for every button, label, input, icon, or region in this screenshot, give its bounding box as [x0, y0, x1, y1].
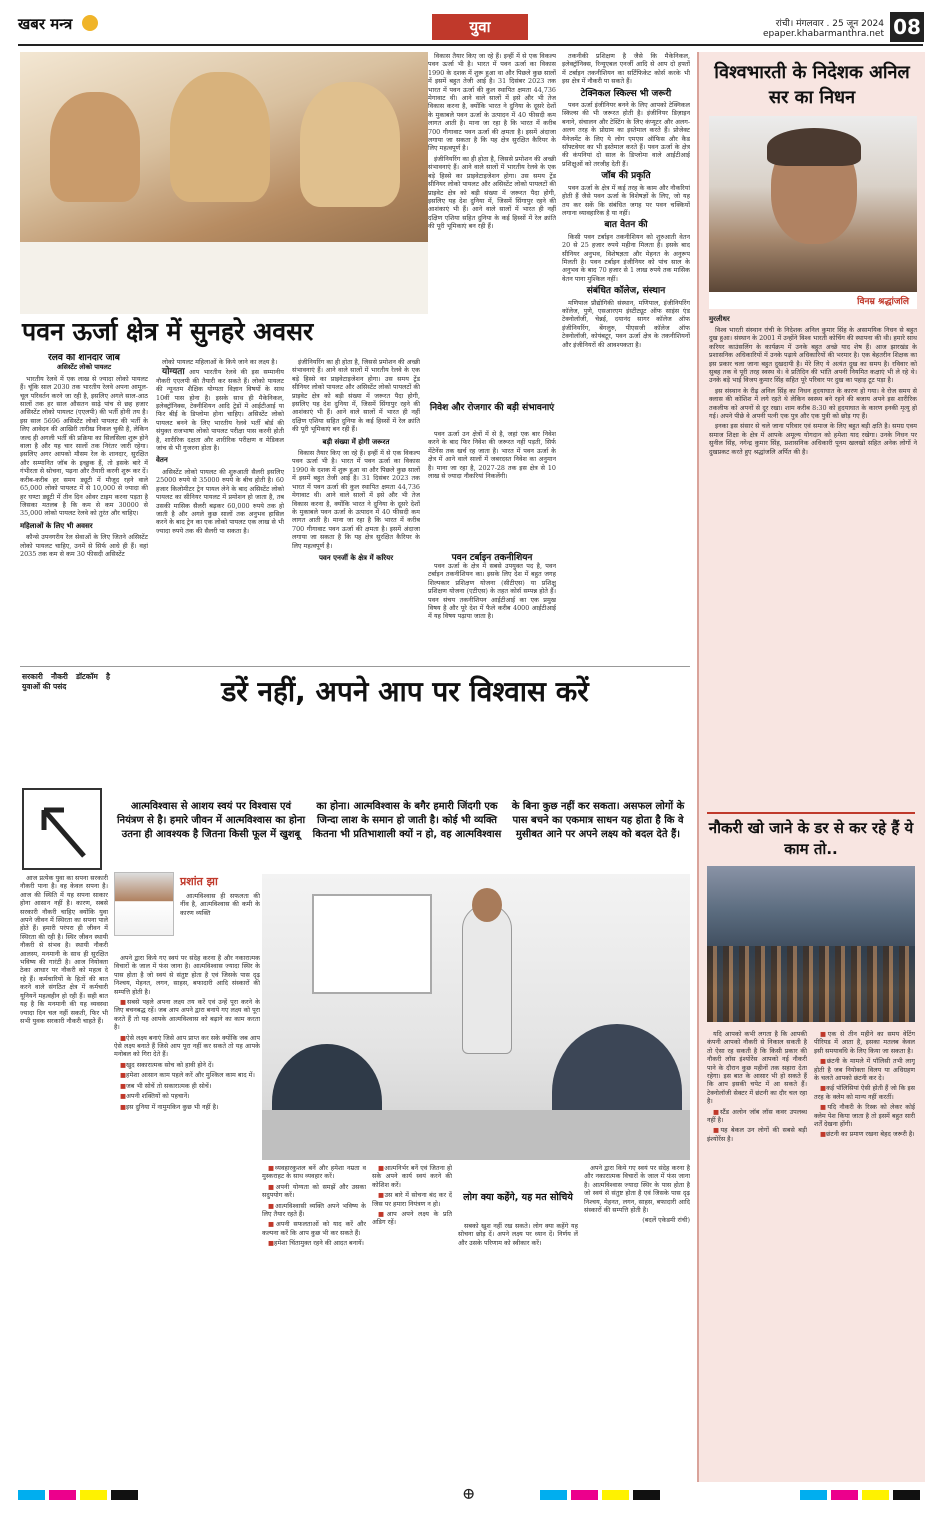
subheading: रेलवे की शानदार जॉब: [48, 354, 120, 363]
article-column: [292, 358, 420, 660]
swatch: [18, 1490, 45, 1500]
header-url[interactable]: epaper.khabarmanthra.net: [762, 29, 884, 39]
box-heading: लोग क्या कहेंगे, यह मत सोचिये: [463, 1192, 573, 1203]
swatch: [800, 1490, 827, 1500]
article-column: [262, 1164, 366, 1479]
footer-note: (बदलें एकेडमी रांची): [642, 1216, 690, 1225]
subheading: बात वेतन की: [604, 220, 648, 231]
paragraph: असिस्टेंट लोको पायलट की शुरुआती सैलरी इसलिए 25000 रुपये से 35000 रुपये के बीच होती है। 60 हजार किलोमीटर ट्रेन पायल लेने के बाद असिस्टेंट लोको पायलट का सीनियर पायलट में प्रमोशन हो जाता है, तब उसकी मासिक सैलरी बढ़कर 60,000 रुपये तक हो जाती है और अगले कुछ सालों तक अनुभव हासिल करने के बाद ट्रेन का एक लोको पायलट एक लाख से भी ज्यादा रुपये तक की सैलरी पा सकता है।: [156, 467, 284, 535]
seminar-crowd: [707, 946, 915, 1022]
sidebar-headline-2: नौकरी खो जाने के डर से कर रहे हैं ये काम तो..: [708, 819, 914, 858]
article-column: [20, 874, 108, 1479]
swatch: [862, 1490, 889, 1500]
paragraph: भारतीय रेलवे में एक लाख से ज्यादा लोको पायलट हैं। चूंकि साल 2030 तक भारतीय रेलवे अपना आमूल-चूल परिवर्तन करने जा रही है, इसलिए अगले साल-आठ सालों तक हर साल औसतन साढ़े पांच से छह हजार असिस्टेंट लोको पायलट (एएलपी) की भर्ती होनी तय है। इस साल 5696 असिस्टेंट लोको पायलट की भर्ती के लिए आवेदन की आखिरी तारीख निकल चुकी है, लेकिन जल्द ही अगली भर्ती की प्रक्रिया का सिलसिला शुरू होने वाला है और यह चार सालों तक निरंतर जारी रहेगा। इसलिए अगर आपको मौसम रेल के शानदार, सुरक्षित और सम्मानित जॉब के इच्छुक हैं, तो इसके बारे में गंभीरता से सोचना, पढ़ना और तैयारी करनी शुरू कर दें। करीब-करीब हर समय ड्यूटी में मौजूद रहने वाले 65,000 लोको पायलट में से 10,000 से ज्यादा की हर घण्टा ड्यूटी में तीन दिन ओवर टाइम करना पड़ता है जिसका मतलब है कि कम से कम 30000 से 35,000 लोको पायलट रेलवे को तुरंत और चाहिए।: [20, 374, 148, 518]
swatch: [831, 1490, 858, 1500]
byline: प्रशांत झा: [180, 875, 218, 888]
side-label: सरकारी नौकरी डॉटकॉम है युवाओं की पसंद: [22, 672, 110, 691]
bullet-item: ■ अपनी शक्तियों को पहचानें।: [114, 1092, 260, 1100]
paragraph: यदि आपको कभी लगता है कि आपकी कंपनी आपको नौकरी से निकाल सकती है तो ऐसा रह सकती है कि किसी प्रकार की नौकरी लॉस इंश्योरेंस आपको नई नौकरी पाने के दौरान कुछ महीनों तक सहारा देता रहेगा। इस बात के आसार भी हो सकते हैं कि आप इसकी चपेट में आ सकते हैं। टेक्नोलॉजी सेक्टर में छंटनी का दौर चल रहा है।: [707, 1030, 807, 1106]
bullet-item: ■ यह बेकल उन लोगों की सबसे बड़ी इंश्योरेंस है।: [707, 1126, 807, 1143]
bullet-item: ■ व्यवहारकुशल बनें और हमेशा नम्रता व मुस्कराहट के साथ व्यवहार करें।: [262, 1164, 366, 1181]
paragraph: लोको पायलट महिलाओं के किये जाने का लक्ष्य है।: [162, 358, 278, 366]
article-column: [372, 1164, 452, 1479]
paragraph: पवन ऊर्जा के क्षेत्र में कई तरह के काम और नौकरियां होती हैं जैसे पवन ऊर्जा के विशेषज्ञों के लिए, जो यह तय कर सकें कि संबंधित जगह पर पवन चक्कियों लगाना व्यावहारिक है या नहीं।: [562, 183, 690, 217]
pull-quote: के बिना कुछ नहीं कर सकता। असफल लोगों के पास बचने का एकमात्र साधन यह होता है कि वे मुसीबत आने पर अपने लक्ष्य को बदल देते हैं।: [511, 801, 685, 840]
paragraph: सबको खुश नहीं रख सकते। लोग क्या कहेंगे यह सोचना छोड़ दें। अपने लक्ष्य पर ध्यान दें। निर्णय लें और उसके परिणाम को स्वीकार करें।: [458, 1222, 578, 1247]
bullet-item: ■ कई पॉलिसियां ऐसी होती हैं जो कि इस तरह के क्लेम को मान्य नहीं करतीं।: [814, 1084, 915, 1101]
paragraph: आज प्रत्येक युवा का सपना सरकारी नौकरी पाना है। वह केवल सपना है। आज की स्थिति में यह सपना साकार होना आसान नहीं है। कारण, सबसे सरकारी नौकरी चाहिए क्योंकि युवा अपने जीवन में स्थिरता का सपना पाले होते हैं। हमारी परंपरा ही जीवन में स्थिरता की रही है। स्थिर जीवन स्थायी नौकरी से संभव है। स्थायी नौकरी आलस्य, मनमानी के साथ ही सुरक्षित भविष्य की गारंटी है। आज नियोक्ता ठेका आधार पर नौकरी को महत्व दे रहे हैं। कर्मचारियों के हितों की बात करने वाले संगठित क्षेत्र में कर्मचारी यूनियनें महत्वहीन हो रही हैं। सही बात यह है कि मनमानी की यह व्यवस्था ज्यादा दिन चल नहीं सकती, फिर भी सभी युवक सरकारी नौकरी चाहते हैं।: [20, 874, 108, 1025]
inline-heading: योग्यता: [162, 367, 185, 378]
masthead-title: खबर मन्त्र: [18, 15, 73, 33]
bullet-item: ■ स्टैंड अलोन जॉब लॉस कवर उपलब्ध नहीं है।: [707, 1108, 807, 1125]
bullet-item: ■ उस बारे में सोचना बंद कर दें जिस पर हमारा नियंत्रण न हो।: [372, 1191, 452, 1208]
subheading: बड़ी संख्या में होगी जरूरत: [322, 437, 390, 446]
paragraph: पवन ऊर्जा के क्षेत्र में सबसे उपयुक्त पद है, पवन टर्बाइन तकनीशियन का। इसके लिए देश में बहुत जगह शिल्पकार प्रशिक्षण योजना (सीटीएस) या प्रशिक्षु प्रशिक्षण योजना (एटीएस) के तहत कोर्स सम्पन्न होते हैं। पवन संचय तकनीशियन आईटीआई का एक प्रमुख विषय है और पूरे देश में फैले करीब 4000 आईटीआई में यह विषय पढ़ाया जाता है।: [428, 562, 556, 621]
paragraph: तकनीकी प्रशिक्षण है जैसे कि मैकेनिकल, इलेक्ट्रॉनिक्स, रिन्यूएबल एनर्जी आदि से आप दो हफ्तों में टर्बाइन तकनीशियन का सर्टिफिकेट कोर्स करके भी इस क्षेत्र में नौकरी पा सकते हैं।: [562, 52, 690, 86]
sidebar-headline: विश्वभारती के निदेशक अनिल सर का निधन: [714, 62, 910, 108]
article-column: [584, 1164, 690, 1479]
pull-quote: आत्मविश्वास से आशय स्वयं पर विश्वास एवं नियंत्रण से है। हमारे जीवन में आत्मविश्वास का होना उतना ही आवश्यक है जितना किसी फूल में खुशबू: [116, 801, 306, 840]
article-column: [156, 358, 284, 660]
section-divider: [20, 666, 690, 667]
bullet-item: ■ आत्मविश्वासी व्यक्ति अपने भविष्य के लिए तैयार रहते हैं।: [262, 1202, 366, 1219]
student-figure: [300, 82, 400, 207]
office-meeting-photo: [262, 874, 690, 1160]
pull-quote: का होना। आत्मविश्वास के बगैर हमारी जिंदगी एक जिन्दा लाश के समान हो जाती है। कोई भी व्यक्ति कितना भी प्रतिभाशाली क्यों न हो, वह आत्मविश्वास: [312, 801, 502, 840]
swatch: [602, 1490, 629, 1500]
portrait-hair: [767, 128, 861, 166]
bullet-item: ■ आप अपने लक्ष्य के प्रति अडिग रहें।: [372, 1210, 452, 1227]
page-number: 08: [890, 12, 924, 42]
color-registration-bar: [540, 1490, 660, 1500]
presenter-figure: [462, 904, 512, 1054]
bullet-item: ■ अपनी सफलताओं को याद करें और कल्पना करें कि आप कुछ भी कर सकते हैं।: [262, 1220, 366, 1237]
subheading: वेतन: [156, 456, 168, 465]
intro-text: [180, 892, 260, 952]
photo-caption: विनम्र श्रद्धांजलि: [709, 292, 917, 309]
swatch: [80, 1490, 107, 1500]
registration-mark-icon: ⊕: [462, 1484, 476, 1503]
paragraph: कौन्से उपनगरीय रेल सेवाओं के लिए जितने असिस्टेंट लोको पायलट चाहिए, उनमें से सिर्फ आधे ही हैं। वहां 2035 तक कम से कम 30 फीसदी असिस्टेंट: [20, 533, 148, 558]
masthead-logo-icon: [82, 15, 98, 31]
bullet-item: ■ अपनी योग्यता को समझें और उसका सदुपयोग करें।: [262, 1183, 366, 1200]
paragraph: विकास तैयार किए जा रहे हैं। इन्हीं में से एक विकल्प पवन ऊर्जा भी है। भारत में पवन ऊर्जा का विकास 1990 के दशक में शुरू हुआ था और पिछले कुछ सालों में इसमें बहुत तेजी आई है। 31 दिसंबर 2023 तक भारत में पवन ऊर्जा की कुल स्थापित क्षमता 44,736 मेगावाट थी। आने वाले सालों में इसे और भी तेज विकास करना है, क्योंकि भारत ने दुनिया के दूसरे देशों के मुकाबले पवन ऊर्जा के उत्पादन में 40 फीसदी कम लागत आती है। माना जा रहा है कि भारत में करीब 700 गीगावाट पवन ऊर्जा की क्षमता है। इसमें अंदाजा लगाया जा सकता है कि यह क्षेत्र सुरक्षित कैरियर के लिए महत्वपूर्ण है।: [292, 449, 420, 550]
bullet-item: ■ छंटनी का प्रमाण रखना बेहद जरूरी है।: [814, 1130, 915, 1138]
meeting-table: [262, 1110, 690, 1160]
subheading: पवन एनर्जी के क्षेत्र में करियर: [318, 553, 394, 562]
color-registration-bar: [800, 1490, 920, 1500]
bullet-item: ■ जब भी सोचें तो सकारात्मक ही सोचें।: [114, 1082, 260, 1090]
paragraph: इस संस्थान के रीढ़ अनिल सिंह का निधन हृदयाघात के कारण हो गया। वे रोज समय से क्लास की कोशिश में लगे रहते थे लेकिन स्वस्थ्य बने रहने की बजाय अपने इस शारीरिक तकलीफ को अपनों से दूर रखा। शाम करीब 8:30 को हृदयाघात के कारण इनकी मृत्यु हो गई। अपने पीछे वे अपनी पत्नी एक पुत्र और एक पुत्री को छोड़ गए हैं।: [709, 386, 917, 421]
section-title: युवा: [469, 18, 491, 36]
swatch: [540, 1490, 567, 1500]
subheading: पवन टर्बाइन तकनीशियन: [451, 553, 533, 563]
bullet-item: ■ इस दुनिया में नामुमकिन कुछ भी नहीं है।: [114, 1103, 260, 1111]
bullet-item: ■ ऐसे लक्ष्य बनाएं जिसे आप प्राप्त कर सके क्योंकि जब आप ऐसे लक्ष्य बनाते हैं जिसे आप पूरा नहीं कर सकते तो यह आपके मनोबल को गिरा देते हैं।: [114, 1034, 260, 1059]
sidebar-column: [707, 1030, 807, 1470]
article-headline-2: डरें नहीं, अपने आप पर विश्वास करें: [221, 675, 589, 708]
subheading: संबंधित कॉलेज, संस्थान: [586, 286, 666, 297]
student-figure: [50, 92, 140, 202]
bullet-item: ■ सबसे पहले अपना लक्ष्य तय करें एवं उन्हें पूरा करने के लिए बचनबद्ध रहें। जब आप अपने द्वारा बनाये गए लक्ष्य को पूरा करते हैं तो यह आपके आत्मविश्वास को बढ़ाने का काम करता है।: [114, 998, 260, 1032]
presenter-head: [472, 888, 502, 922]
paragraph: इंजीनियरिंग का ही होता है, जिससे प्रमोशन की अच्छी संभावनाएं हैं। आने वाले सालों में भारतीय रेलवे के एक बड़े हिस्से का प्राइवेटाइजेशन होगा। उस समय ट्रेंड सीनियर लोको पायलट और असिस्टेंट लोको पायलटों की प्राइवेट क्षेत्र को बड़ी संख्या में जरूरत पैदा होगी, इसलिए यह देश दुनिया में, जिसमें सिंगापुर रहने की आशंकाएं भी हैं। आने वाले सालों में भारत ही नहीं दक्षिण एशिया सहित दुनिया के कई हिस्सों में रेल क्रांति की पूरी भूमिकाएं बन रही हैं।: [292, 358, 420, 434]
bullet-item: ■ खुद सकारात्मक सोच को हावी होने दें।: [114, 1061, 260, 1069]
masthead: [18, 14, 98, 34]
article-column: [428, 430, 556, 540]
subheading: टेक्निकल स्किल्स भी जरूरी: [580, 88, 672, 99]
bullet-item: ■ यदि नौकरी के रिस्क को लेकर कोई क्लेम पेश किया जाता है तो इसमें बहुत सारी शर्तें देखना होंगी।: [814, 1103, 915, 1128]
header-rule: [18, 44, 923, 46]
swatch: [571, 1490, 598, 1500]
paragraph: योग्यता आप भारतीय रेलवे की इस सम्मानीय नौकरी एएलपी की तैयारी कर सकते हैं। लोको पायलट की न्यूनतम शैक्षिक योग्यता विज्ञान विषयों के साथ 10वीं पास होना है। इसके साथ ही मैकेनिकल, इलेक्ट्रॉनिक्स, टेक्नीशियन आदि ट्रेडों में आईटीआई या फिर बीई के डिप्लोमा होना चाहिए। असिस्टेंट लोको पायलट बनने के लिए भारतीय रेलवे भर्ती बोर्ड की संयुक्त राजभाषा लोको पायलट परीक्षा पास करनी होती है, शारीरिक दक्षता और शारीरिक परीक्षण व मेडिकल जांच से भी गुजरना होता है।: [156, 367, 284, 453]
article-column: [428, 52, 556, 396]
author-photo: [114, 872, 174, 936]
desk: [20, 242, 428, 314]
article-column: [20, 354, 148, 659]
paragraph: मणिपाल प्रौद्योगिकी संस्थान, मणिपाल, इंजीनियरिंग कॉलेज, पुणे, एसआरएम इंस्टीट्यूट ऑफ साइंस एंड टेक्नोलॉजी, चेन्नई, दयानंद सागर कॉलेज ऑफ इंजीनियरिंग, बेंगलुरु, पीएसजी कॉलेज ऑफ टेक्नोलॉजी, कोयंबटूर, पवन ऊर्जा क्षेत्र के तकनीशियनों और इंजीनियरों की आवश्यकता है।: [562, 298, 690, 349]
students-photo: [20, 52, 428, 314]
subheading: असिस्टेंट लोको पायलट: [56, 363, 112, 372]
article-column: [458, 1222, 578, 1479]
dateline: मुरलीधर: [709, 315, 730, 323]
subheading: निवेश और रोजगार की बड़ी संभावनाएं: [429, 403, 555, 413]
sidebar-body: [709, 326, 917, 846]
subheading: महिलाओं के लिए भी अवसर: [20, 521, 93, 530]
paragraph: अपने द्वारा किये गए स्वयं पर संदेह करना है और नकारात्मक विचारों के जाल में फंस जाना है। आत्मविश्वास ज्यादा स्थिर के पास होता है जो स्वयं से संतुष्ट होता है एवं जिसके पास दृढ़ निश्चय, मेहनत, लगन, साहस, बफादारी आदि संस्कारों की सम्पत्ति होती है।: [114, 954, 260, 996]
paragraph: अपने द्वारा किये गए स्वयं पर संदेह करना है और नकारात्मक विचारों के जाल में फंस जाना है। आत्मविश्वास ज्यादा स्थिर के पास होता है जो स्वयं से संतुष्ट होता है एवं जिसके पास दृढ़ निश्चय, मेहनत, लगन, साहस, बफादारी आदि संस्कारों की सम्पत्ति होती है।: [584, 1164, 690, 1215]
seminar-photo: [707, 866, 915, 1022]
paragraph: इंजीनियरिंग का ही होता है, जिससे प्रमोशन की अच्छी संभावनाएं हैं। आने वाले सालों में भारतीय रेलवे के एक बड़े हिस्से का प्राइवेटाइजेशन होगा। उस समय ट्रेंड सीनियर लोको पायलट और असिस्टेंट लोको पायलटों की प्राइवेट क्षेत्र को बड़ी संख्या में जरूरत पैदा होगी, इसलिए यह देश दुनिया में, जिसमें सिंगापुर रहने की आशंकाएं भी हैं। आने वाले सालों में भारत ही नहीं दक्षिण एशिया सहित दुनिया के कई हिस्सों में रेल क्रांति की पूरी भूमिकाएं बन रही हैं।: [428, 154, 556, 231]
paragraph: आत्मविश्वास ही सफलता की नींव है, आत्मविश्वास की कमी के कारण व्यक्ति: [180, 892, 260, 917]
article-column: [114, 954, 260, 1479]
article-headline: पवन ऊर्जा क्षेत्र में सुनहरे अवसर: [22, 317, 314, 346]
bullet-item: ■ हमेशा आसान काम पहले करें और मुश्किल काम बाद में।: [114, 1071, 260, 1079]
paragraph: पवन ऊर्जा उन क्षेत्रों में से है, जहां एक बार निवेश करने के बाद फिर निवेश की जरूरत नहीं पड़ती, सिर्फ मेंटेनेंस तक खर्च रह जाता है। भारत में पवन ऊर्जा के क्षेत्र में आने वाले सालों में जबरदस्त निवेश का अनुमान है। माना जा रहा है, 2027-28 तक इस क्षेत्र से 10 लाख से ज्यादा नौकरियां निकलेंगी।: [428, 430, 556, 481]
sidebar-divider: [707, 812, 915, 814]
paragraph: पवन ऊर्जा इंजीनियर बनने के लिए आपको टेक्निकल स्किल्स की भी जरूरत होती है। इंजीनियर डिज़ाइन बनाने, संचालन और टेस्टिंग के लिए कंप्यूटर और अलग-अलग तरह के प्रोग्राम का इस्तेमाल करते हैं। प्रोजेक्ट मैनेजमेंट के लिए ये लोग एमएस ऑफिस और कैड सॉफ्टवेयर का भी इस्तेमाल करते हैं। पवन ऊर्जा के क्षेत्र की कंपनियां दो साल के डिप्लोमा वाले आईटीआई प्रशिक्षुओं को तरजीह देती हैं।: [562, 101, 690, 168]
obituary-photo: [709, 116, 917, 292]
bullet-item: ■ एक से तीन महीने का समय वेटिंग पीरियड में आता है, इसका मतलब केवल इसी समयावधि के लिए किया जा सकता है।: [814, 1030, 915, 1055]
sidebar-column: [814, 1030, 915, 1470]
swatch: [49, 1490, 76, 1500]
paragraph: विकास तैयार किए जा रहे हैं। इन्हीं में से एक विकल्प पवन ऊर्जा भी है। भारत में पवन ऊर्जा का विकास 1990 के दशक में शुरू हुआ था और पिछले कुछ सालों में इसमें बहुत तेजी आई है। 31 दिसंबर 2023 तक भारत में पवन ऊर्जा की कुल स्थापित क्षमता 44,736 मेगावाट थी। आने वाले सालों में इसे और भी तेज विकास करना है, क्योंकि भारत ने दुनिया के दूसरे देशों के मुकाबले पवन ऊर्जा के उत्पादन में 40 फीसदी कम लागत आती है। माना जा रहा है कि भारत में करीब 700 गीगावाट पवन ऊर्जा की क्षमता है। इसमें अंदाजा लगाया जा सकता है कि यह क्षेत्र सुरक्षित कैरियर के लिए महत्वपूर्ण है।: [428, 52, 556, 153]
student-figure: [170, 72, 270, 202]
whiteboard: [312, 894, 432, 994]
article-column: [562, 52, 690, 660]
swatch: [111, 1490, 138, 1500]
paragraph: इनका इस संसार से चले जाना परिवार एवं समाज के लिए बहुत बड़ी क्षति है। समग्र एवम समाज शिक्षा के क्षेत्र में आपके अमूल्य योगदान को हमेशा याद रखेगा। उनके निधन पर सुनील सिंह, नगेन्द्र कुमार सिंह, प्रशासनिक अधिकारी पूनम खलखो सहित अनेक लोगों ने दुखप्रकट करते हुए श्रद्धांजलि अर्पित की है।: [709, 422, 917, 456]
bullet-item: ■ आत्मनिर्भर बनें एवं जितना हो सके अपने कार्य स्वयं करने की कोशिश करें।: [372, 1164, 452, 1189]
paragraph: विश्व भारती संस्थान रांची के निदेशक अनिल कुमार सिंह के असामयिक निधन से बहुत दुख हुआ। संस्थान के 2001 में उन्होंने विश्व भारती कोचिंग की स्थापना की थी। हमारे साथ करियर काउंसलिंग के कार्यक्रम में उनके बहुत अच्छे याद शेष हैं। आज झारखंड के प्रशासनिक अधिकारियों में उनके पढ़ाये अधिकारियों की भरमार है। एक बेहतरीन शिक्षक का इस प्रकार चला जाना बहुत दुखदायी है। मेरे लिए ये अत्यंत दुख का समय है। रविवार को सुबह तक वे पूरी तरह स्वस्थ थे। वे प्रतिदिन की भांति अपनी नियमित कक्षाएं भी ले रहे थे। उनके बड़े भाई विजय कुमार सिंह सहित पूरे परिवार पर दुख का पहाड़ टूट पड़ा है।: [709, 326, 917, 385]
color-registration-bar: [18, 1490, 138, 1500]
header-date: रांची। मंगलवार . 25 जून 2024: [775, 19, 884, 29]
bullet-item: ■ हमेशा चिंतामुक्त रहने की आदत बनायें।: [262, 1239, 366, 1247]
bullet-item: ■ छंटनी के मामले में पॉलिसी तभी लागू होती है जब नियोक्ता विलय या अधिग्रहण के चलते आपको छंटनी कर दे।: [814, 1057, 915, 1082]
swatch: [633, 1490, 660, 1500]
subheading: जॉब की प्रकृति: [601, 171, 651, 182]
article-column: [428, 562, 556, 660]
section-tab: [432, 14, 528, 40]
swatch: [893, 1490, 920, 1500]
paragraph: किसी पवन टर्बाइन तकनीशियन को शुरुआती वेतन 20 से 25 हजार रुपये महीना मिलता है। इसके बाद सीनियर अनुभव, विशेषज्ञता और मेहनत के अनुरूप मिलती है। पवन टर्बाइन इंजीनियर को पांच साल के अनुभव के बाद 70 हजार से 1 लाख रुपये तक मासिक वेतन पाना मुश्किल नहीं।: [562, 232, 690, 283]
arrow-icon: [22, 788, 102, 870]
